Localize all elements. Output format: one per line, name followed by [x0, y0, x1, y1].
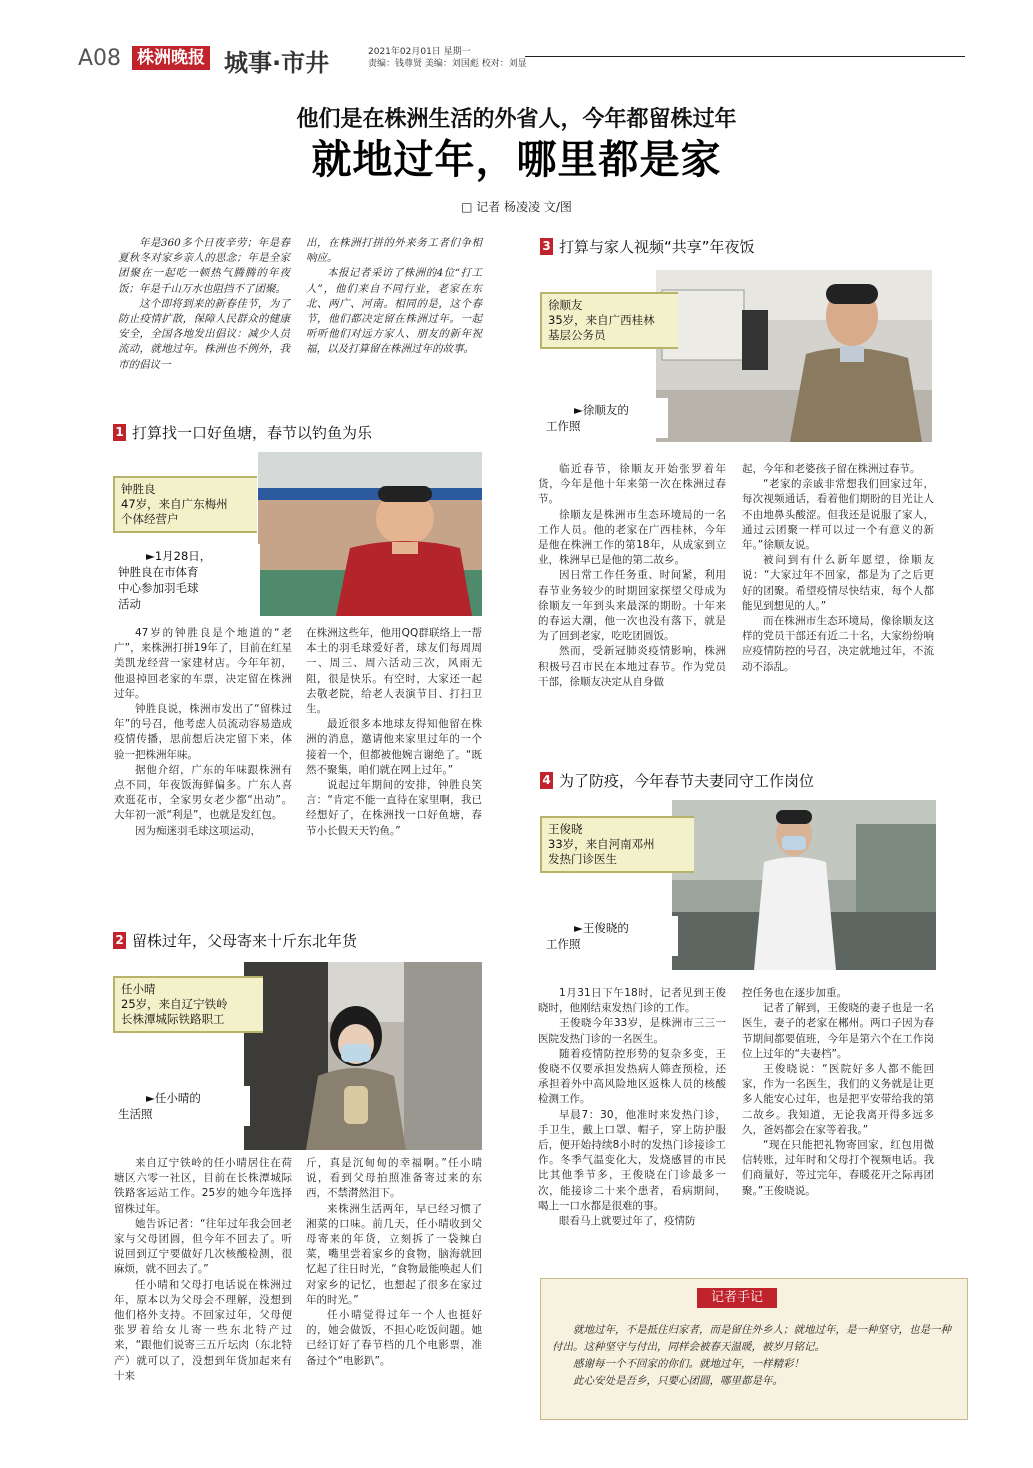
person-occupation: 基层公务员: [548, 328, 606, 342]
reporter-note-title: 记者手记: [697, 1288, 777, 1308]
caption-line: ►1月28日，: [146, 549, 212, 563]
paragraph: 这个即将到来的新春佳节，为了防止疫情扩散，保障人民群众的健康安全，全国各地发出倡议：减少人员流动，就地过年。株洲也不例外，我市的倡议一: [118, 297, 290, 371]
intro-column-2: [306, 236, 482, 358]
paragraph: 临近春节，徐顺友开始张罗着年货，今年是他十年来第一次在株洲过春节。: [538, 463, 726, 506]
kicker: 他们是在株洲生活的外省人，今年都留株过年: [296, 107, 737, 132]
paragraph: 据他介绍，广东的年味跟株洲有点不同，年夜饭海鲜偏多。广东人喜欢逛花市，全家男女老少都“出动”。大年初一派“利是”，也就是发红包。: [114, 763, 292, 822]
paragraph: 她告诉记者：“往年过年我会回老家与父母团圆，但今年不回去了。听说回到辽宁要做好几次核酸检测，很麻烦，就不回去了。”: [114, 1217, 292, 1276]
paragraph: 此心安处是吾乡，只要心团圆，哪里都是年。: [573, 1375, 783, 1387]
caption-line: ►王俊晓的: [574, 921, 629, 935]
paragraph: 徐顺友是株洲市生态环境局的一名工作人员。他的老家在广西桂林，今年是他在株洲工作的第18年，从成家到立业，株洲早已是他的第二故乡。: [538, 508, 726, 567]
section-3-column-1: [538, 462, 726, 690]
issue-date: 2021年02月01日 星期一: [368, 47, 471, 57]
photo-wang-clinic: [672, 800, 936, 970]
person-occupation: 发热门诊医生: [548, 852, 617, 866]
paragraph: 在株洲这些年，他用QQ群联络上一帮本土的羽毛球爱好者，球友们每周周一、周三、周六活动三次，风雨无阻，很是快乐。有空时，大家还一起去敬老院，给老人表演节目、打扫卫生。: [306, 627, 482, 716]
photo-caption: [540, 916, 678, 956]
paragraph: 被问到有什么新年愿望，徐顺友说：“大家过年不回家，都是为了之后更好的团聚。希望疫情尽快结束，每个人都能见到想见的人。”: [742, 554, 934, 612]
caption-line: ►任小晴的: [146, 1091, 201, 1105]
person-label: [540, 292, 678, 349]
reporter-note-text: [552, 1322, 956, 1390]
person-name: 徐顺友: [548, 298, 583, 312]
street-image: [244, 962, 482, 1150]
badminton-hall-image: [258, 452, 482, 616]
paragraph: “老家的亲戚非常想我们回家过年，每次视频通话，看着他们期盼的目光让人不由地鼻头酸涩。但我还是说服了家人，通过云团聚一样可以过一个有意义的新年。”徐顺友说。: [742, 478, 934, 552]
section-1-heading: [113, 422, 372, 443]
caption-line: 工作照: [546, 419, 581, 433]
person-label: [113, 476, 257, 533]
section-title: 打算与家人视频“共享”年夜饭: [559, 238, 755, 256]
person-age-origin: 25岁，来自辽宁铁岭: [121, 997, 228, 1011]
photo-caption: [540, 398, 668, 438]
section-1-column-2: [306, 626, 482, 839]
page-number: A08: [78, 46, 122, 71]
photo-zhong-badminton: [258, 452, 482, 616]
caption-line: 中心参加羽毛球: [118, 581, 199, 595]
paragraph: 眼看马上就要过年了，疫情防: [559, 1215, 696, 1228]
person-label: [540, 816, 694, 873]
paragraph: 说起过年期间的安排，钟胜良笑言：“肯定不能一直待在家里啊，我已经想好了，在株洲找一口好鱼塘，春节小长假天天钓鱼。”: [306, 779, 482, 837]
photo-ren-life: [244, 962, 482, 1150]
paragraph: 出，在株洲打拼的外来务工者们争相响应。: [306, 237, 482, 265]
section-4-heading: [540, 770, 814, 791]
section-4-column-1: [538, 986, 726, 1229]
newspaper-logo: 株洲晚报: [132, 46, 210, 70]
section-title: 留株过年，父母寄来十斤东北年货: [132, 932, 358, 950]
paragraph: 任小晴和父母打电话说在株洲过年，原本以为父母会不理解，没想到他们格外支持。不回家过年，父母便张罗着给女儿寄一些东北特产过来，“跟他们说寄三五斤坛肉（东北特产）就可以了，没想到年货加起来有十来: [114, 1278, 292, 1382]
section-title: 为了防疫，今年春节夫妻同守工作岗位: [559, 772, 815, 790]
section-4-column-2: [742, 986, 934, 1199]
caption-line: 活动: [118, 597, 141, 611]
paragraph: 然而，受新冠肺炎疫情影响，株洲积极号召市民在本地过春节。作为党员干部，徐顺友决定从自身做: [538, 645, 726, 688]
paragraph: 斤，真是沉甸甸的幸福啊。”任小晴说，看到父母拍照准备寄过来的东西，不禁潸然泪下。: [306, 1157, 482, 1200]
person-name: 任小晴: [121, 982, 156, 996]
section-number: 4: [540, 772, 553, 789]
paragraph: 来株洲生活两年，早已经习惯了湘菜的口味。前几天，任小晴收到父母寄来的年货，立刻拆了一袋辣白菜，嘴里尝着家乡的食物，脑海就回忆起了往日时光，“食物最能唤起人们对家乡的记忆，也想起了很多在家过年的时光。”: [306, 1202, 482, 1306]
person-name: 王俊晓: [548, 822, 583, 836]
section-2-column-1: [114, 1156, 292, 1384]
person-label: [113, 976, 263, 1033]
paragraph: 钟胜良说，株洲市发出了“留株过年”的号召，他考虑人员流动容易造成疫情传播，思前想后决定留下来，体验一把株洲年味。: [114, 703, 292, 761]
person-age-origin: 47岁，来自广东梅州: [121, 497, 228, 511]
issue-credits: 责编：钱尊贤 美编：刘国彪 校对：刘显: [368, 59, 527, 69]
paragraph: 1月31日下午18时，记者见到王俊晓时，他刚结束发热门诊的工作。: [538, 987, 726, 1015]
paragraph: 来自辽宁铁岭的任小晴居住在荷塘区六零一社区，目前在长株潭城际铁路客运站工作。25岁的她今年选择留株过年。: [114, 1157, 292, 1215]
paragraph: 47岁的钟胜良是个地道的“老广”，来株洲打拼19年了，目前在红星美凯龙经营一家建材店。今年年初，他退掉回老家的车票，决定留在株洲过年。: [114, 627, 292, 700]
section-title: 城事·市井: [224, 49, 330, 77]
photo-xu-office: [656, 270, 932, 442]
section-2-heading: [113, 930, 357, 951]
person-age-origin: 35岁，来自广西桂林: [548, 313, 655, 327]
person-name: 钟胜良: [121, 482, 156, 496]
paragraph: 因日常工作任务重、时间紧，利用春节业务较少的时期回家探望父母成为徐顺友一年到头来最深的期盼。十年来的春运大潮，他一次也没有落下，就是为了回到老家，吃吃团圆饭。: [538, 569, 726, 643]
paragraph: 早晨7：30，他准时来发热门诊，手卫生，戴上口罩、帽子，穿上防护服后，便开始持续8小时的发热门诊接诊工作。冬季气温变化大，发烧感冒的市民比其他季节多，王俊晓在门诊最多一次，能接诊二十来个患者，看病期间，喝上一口水都是很难的事。: [538, 1108, 726, 1212]
paragraph: “现在只能把礼物寄回家，红包用微信转账，过年时和父母打个视频电话。我们商量好，等过完年，春暖花开之际再团聚。”王俊晓说。: [742, 1139, 934, 1197]
caption-line: 工作照: [546, 937, 581, 951]
paragraph: 王俊晓说：“医院好多人都不能回家，作为一名医生，我们的义务就是让更多人能安心过年，也是把平安带给我的第二故乡。我知道，无论我离开得多远多久，爸妈都会在家等着我。”: [742, 1063, 934, 1136]
paragraph: 年是360多个日夜辛劳；年是春夏秋冬对家乡亲人的思念；年是全家团聚在一起吃一顿热气腾腾的年夜饭；年是千山万水也阻挡不了团聚。: [118, 237, 290, 295]
caption-line: 生活照: [118, 1107, 153, 1121]
photo-caption: [112, 1086, 250, 1126]
clinic-image: [672, 800, 936, 970]
section-number: 1: [113, 424, 126, 441]
section-3-column-2: [742, 462, 934, 675]
person-occupation: 个体经营户: [121, 512, 179, 526]
paragraph: 随着疫情防控形势的复杂多变，王俊晓不仅要承担发热病人筛查预检，还承担着外中高风险地区返株人员的核酸检测工作。: [538, 1047, 726, 1106]
paragraph: 本报记者采访了株洲的4位“打工人”，他们来自不同行业，老家在东北、两广、河南。相同的是，这个春节，他们都决定留在株洲过年。一起听听他们对远方家人、朋友的新年祝福，以及打算留在株洲过年的故事。: [306, 267, 482, 356]
section-number: 3: [540, 238, 553, 255]
caption-line: 钟胜良在市体育: [118, 565, 199, 579]
paragraph: 起，今年和老婆孩子留在株洲过春节。: [742, 463, 921, 475]
paragraph: 就地过年，不是抵住归家者，而是留住外乡人；就地过年，是一种坚守，也是一种付出。这种坚守与付出，同样会被春天温暖，被岁月铭记。: [552, 1324, 951, 1353]
paragraph: 而在株洲市生态环境局，像徐顺友这样的党员干部还有近二十名，大家纷纷响应疫情防控的号召，决定就地过年，不流动不添乱。: [742, 615, 934, 673]
paragraph: 记者了解到，王俊晓的妻子也是一名医生，妻子的老家在郴州。两口子因为春节期间都要值班，今年是第六个在工作岗位上过年的“夫妻档”。: [742, 1002, 934, 1060]
paragraph: 控任务也在逐步加重。: [742, 987, 847, 999]
section-3-heading: [540, 236, 755, 257]
photo-caption: [112, 544, 260, 616]
section-1-column-1: [114, 626, 292, 839]
masthead-rule: [525, 56, 965, 57]
issue-info: [368, 46, 527, 70]
paragraph: 因为痴迷羽毛球这项运动，: [135, 824, 261, 837]
person-age-origin: 33岁，来自河南邓州: [548, 837, 655, 851]
paragraph: 感谢每一个不回家的你们。就地过年，一样精彩！: [573, 1358, 804, 1370]
intro-column-1: [118, 236, 290, 373]
headline: 就地过年，哪里都是家: [311, 137, 722, 183]
office-image: [656, 270, 932, 442]
paragraph: 王俊晓今年33岁，是株洲市三三一医院发热门诊的一名医生。: [538, 1017, 726, 1045]
section-2-column-2: [306, 1156, 482, 1369]
paragraph: 任小晴觉得过年一个人也挺好的，她会做饭，不担心吃饭问题。她已经订好了春节档的几个电影票，准备过个“电影趴”。: [306, 1309, 482, 1367]
section-number: 2: [113, 932, 126, 949]
paragraph: 最近很多本地球友得知他留在株洲的消息，邀请他来家里过年的一个接着一个，但都被他婉言谢绝了。“既然不聚集，咱们就在网上过年。”: [306, 718, 482, 776]
caption-line: ►徐顺友的: [574, 403, 629, 417]
person-occupation: 长株潭城际铁路职工: [121, 1012, 225, 1026]
section-title: 打算找一口好鱼塘，春节以钓鱼为乐: [132, 424, 373, 442]
byline: □ 记者 杨凌凌 文/图: [461, 200, 572, 214]
